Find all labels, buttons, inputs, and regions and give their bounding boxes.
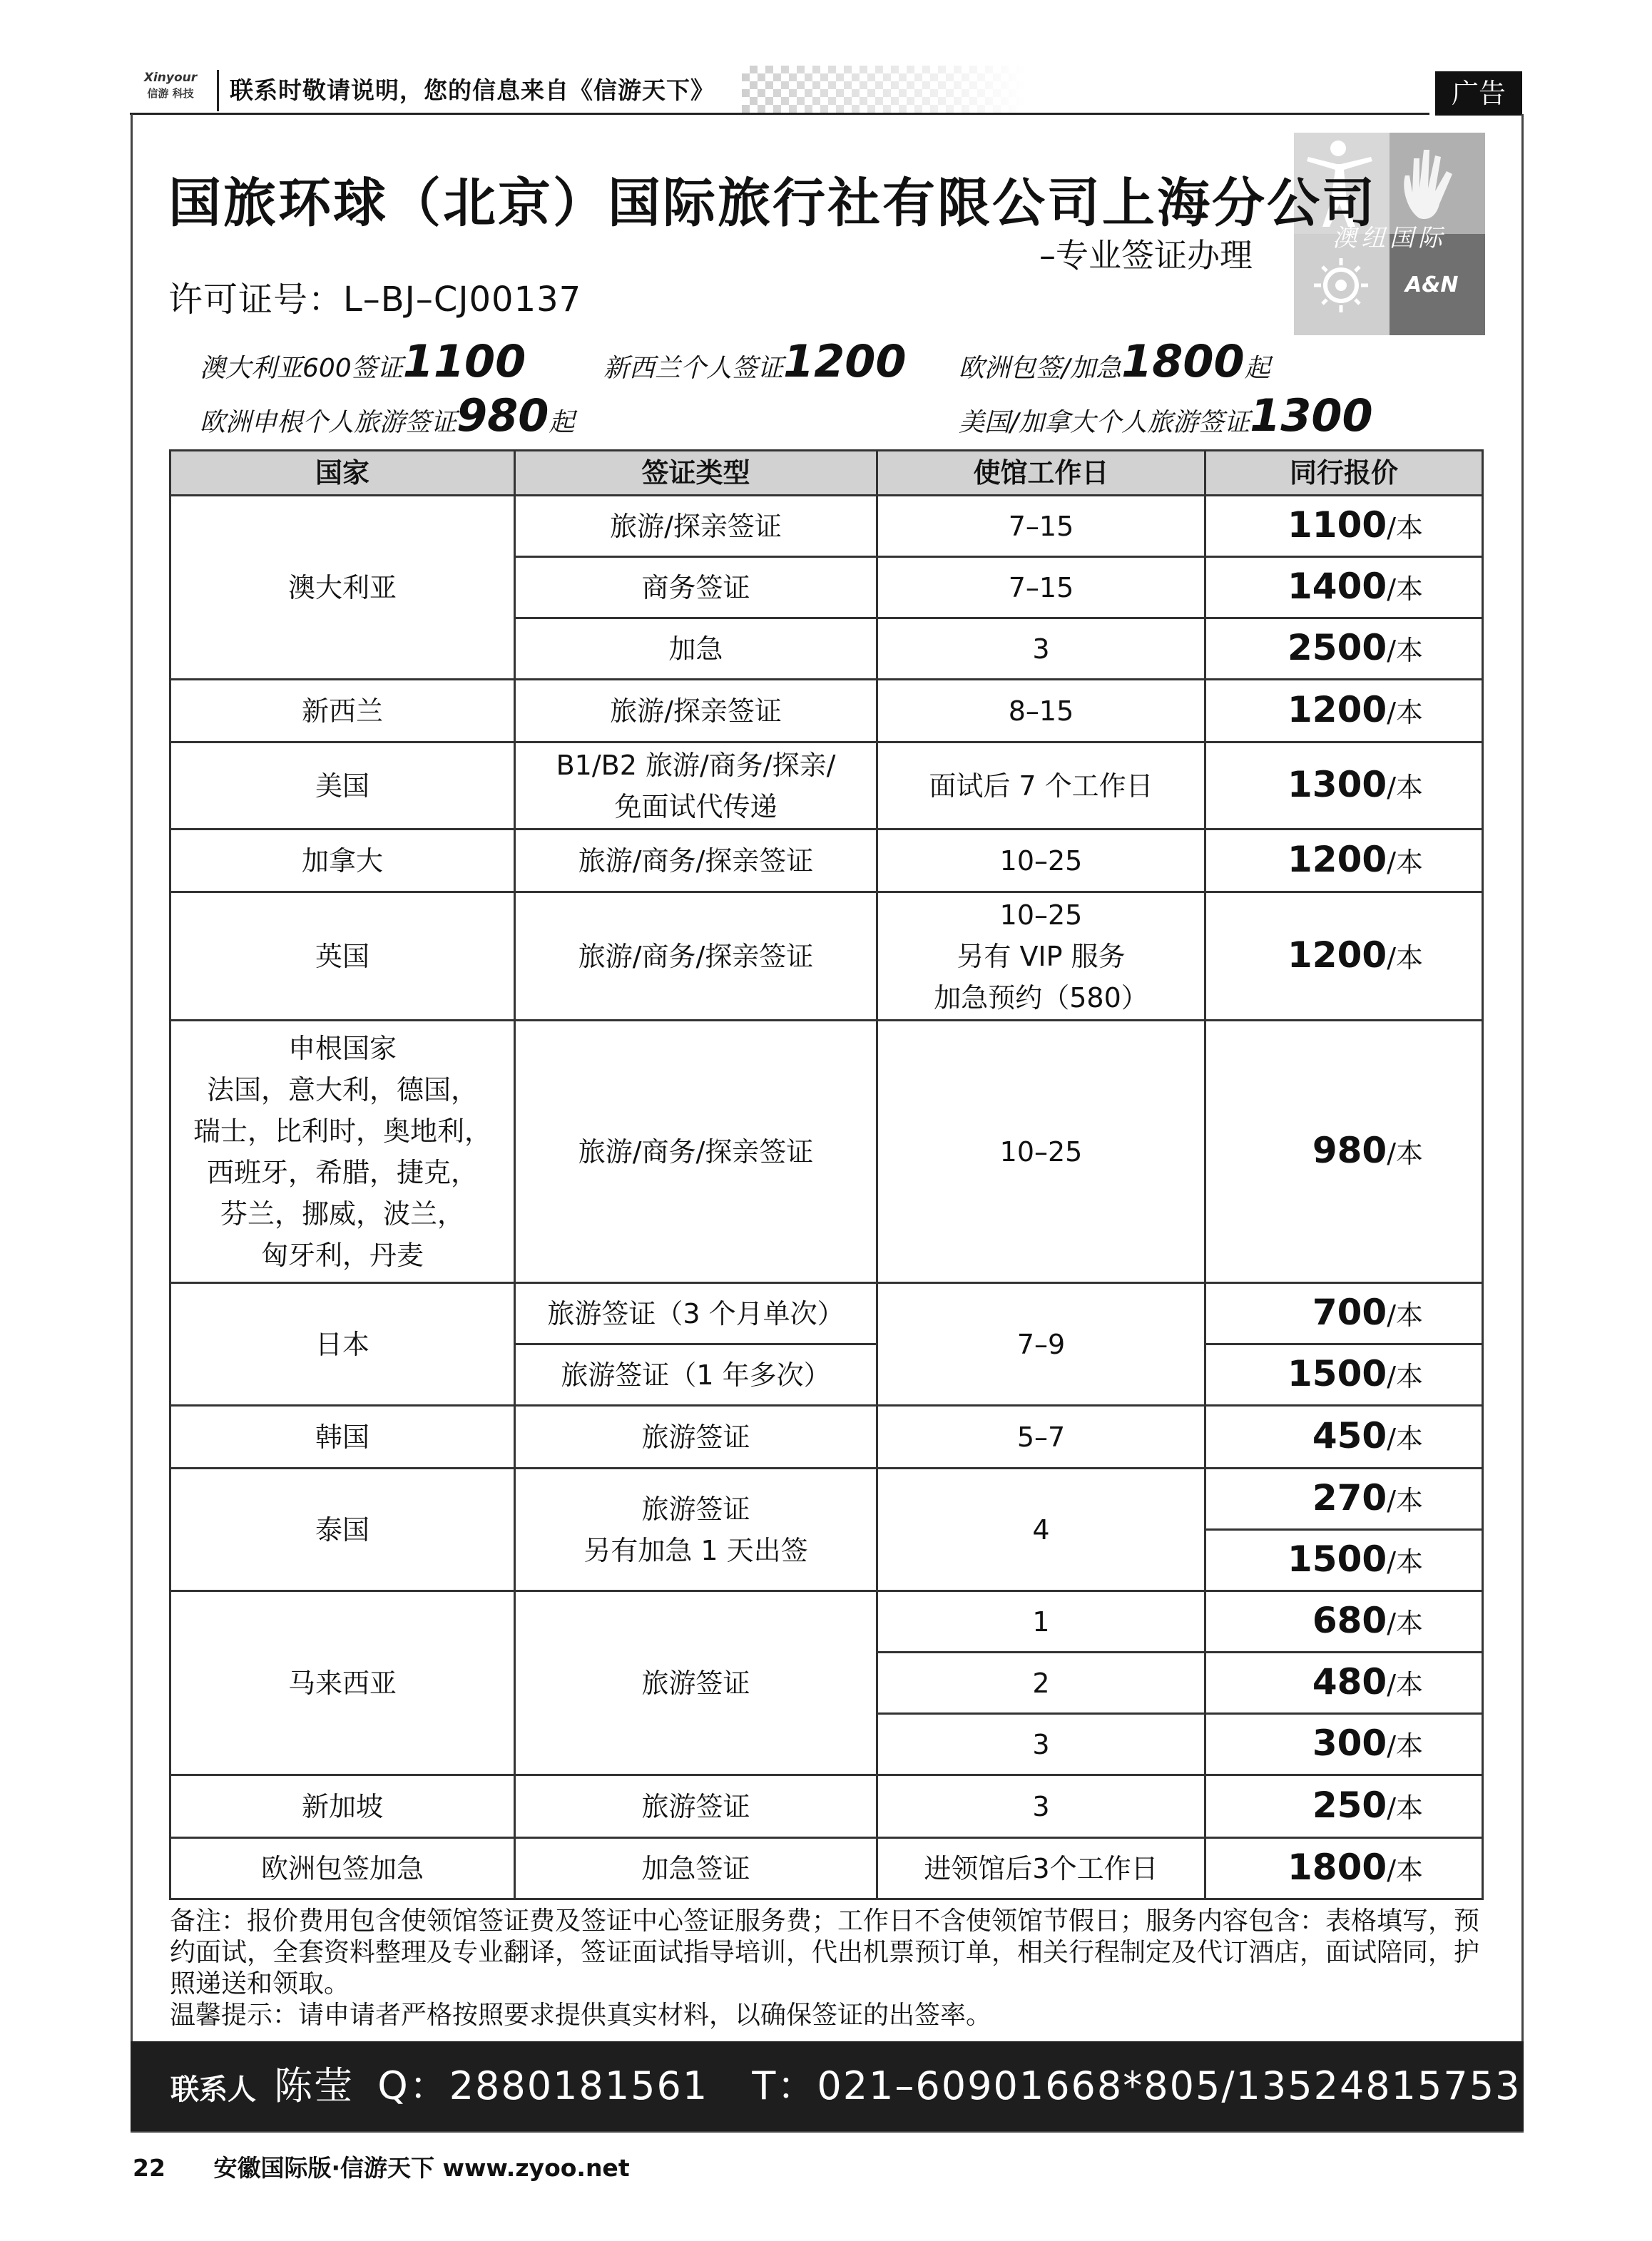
working-days: 1 xyxy=(877,1591,1205,1653)
header-working-days: 使馆工作日 xyxy=(877,451,1205,496)
country-uk: 英国 xyxy=(170,892,515,1021)
promo-australia: 澳大利亚600签证1100 xyxy=(200,335,526,387)
visa-type: 旅游签证 xyxy=(515,1775,877,1838)
visa-type: 加急 xyxy=(515,618,877,680)
working-days: 7–15 xyxy=(877,557,1205,618)
table-row xyxy=(170,1838,1483,1899)
header-country: 国家 xyxy=(170,451,515,496)
license-number: 许可证号：L–BJ–CJ00137 xyxy=(168,280,582,320)
table-header-row xyxy=(170,451,1483,496)
country-schengen: 申根国家 法国，意大利，德国， 瑞士，比利时，奥地利， 西班牙，希腊，捷克， 芬兰，挪威，波兰， 匈牙利，丹麦 xyxy=(170,1021,515,1283)
price: 2500/本 xyxy=(1205,618,1483,680)
header-price: 同行报价 xyxy=(1205,451,1483,496)
price: 270/本 xyxy=(1205,1469,1483,1530)
visa-type: 加急签证 xyxy=(515,1838,877,1899)
working-days: 10–25 xyxy=(877,1021,1205,1283)
price: 1200/本 xyxy=(1205,680,1483,742)
visa-type: 旅游签证 xyxy=(515,1591,877,1775)
price: 250/本 xyxy=(1205,1775,1483,1838)
visa-type: 旅游签证（1 年多次） xyxy=(515,1344,877,1406)
ad-badge: 广告 xyxy=(1435,71,1522,116)
table-row xyxy=(170,1591,1483,1653)
table-row xyxy=(170,680,1483,742)
table-row xyxy=(170,1469,1483,1530)
visa-type: 旅游/商务/探亲签证 xyxy=(515,892,877,1021)
price: 1200/本 xyxy=(1205,829,1483,892)
visa-price-table xyxy=(169,449,1484,1900)
working-days: 5–7 xyxy=(877,1406,1205,1469)
price: 700/本 xyxy=(1205,1283,1483,1344)
promo-schengen: 欧洲申根个人旅游签证980起 xyxy=(200,389,575,441)
table-row xyxy=(170,742,1483,829)
working-days: 7–9 xyxy=(877,1283,1205,1406)
page-number: 22 xyxy=(133,2154,165,2182)
visa-type: 旅游/商务/探亲签证 xyxy=(515,829,877,892)
working-days: 2 xyxy=(877,1653,1205,1714)
working-days: 7–15 xyxy=(877,496,1205,557)
promo-usa-canada: 美国/加拿大个人旅游签证1300 xyxy=(959,389,1373,441)
header-divider xyxy=(217,70,219,111)
table-row xyxy=(170,496,1483,557)
decorative-checker-pattern xyxy=(742,66,1027,113)
price: 980/本 xyxy=(1205,1021,1483,1283)
price: 1500/本 xyxy=(1205,1344,1483,1406)
contact-label: 联系人 xyxy=(170,2073,256,2106)
visa-type: 旅游/商务/探亲签证 xyxy=(515,1021,877,1283)
working-days: 4 xyxy=(877,1469,1205,1591)
working-days: 面试后 7 个工作日 xyxy=(877,742,1205,829)
promo-europe-rush: 欧洲包签/加急1800起 xyxy=(959,335,1270,387)
country-newzealand: 新西兰 xyxy=(170,680,515,742)
remark-text: 备注：报价费用包含使领馆签证费及签证中心签证服务费；工作日不含使领馆节假日；服务内容包含：表格填写，预约面试，全套资料整理及专业翻译，签证面试指导培训，代出机票预订单，相关行程制定及代订酒店，面试陪同，护照递送和领取。 xyxy=(170,1906,1480,1998)
price: 1500/本 xyxy=(1205,1530,1483,1591)
visa-type: 旅游签证（3 个月单次） xyxy=(515,1283,877,1344)
page-footer xyxy=(133,2151,630,2185)
contact-name: 陈莹 xyxy=(274,2063,355,2108)
country-thailand: 泰国 xyxy=(170,1469,515,1591)
visa-type: 旅游签证 另有加急 1 天出签 xyxy=(515,1469,877,1591)
country-korea: 韩国 xyxy=(170,1406,515,1469)
logo-name-en: A&N xyxy=(1405,272,1459,297)
price: 480/本 xyxy=(1205,1653,1483,1714)
price: 1800/本 xyxy=(1205,1838,1483,1899)
working-days: 3 xyxy=(877,1714,1205,1775)
country-europe-rush: 欧洲包签加急 xyxy=(170,1838,515,1899)
promo-newzealand: 新西兰个人签证1200 xyxy=(603,335,907,387)
country-singapore: 新加坡 xyxy=(170,1775,515,1838)
table-row xyxy=(170,1021,1483,1283)
header-notice: 联系时敬请说明，您的信息来自《信游天下》 xyxy=(230,76,715,104)
working-days: 8–15 xyxy=(877,680,1205,742)
country-australia: 澳大利亚 xyxy=(170,496,515,680)
table-row xyxy=(170,892,1483,1021)
table-row xyxy=(170,1406,1483,1469)
price: 1400/本 xyxy=(1205,557,1483,618)
visa-type: 商务签证 xyxy=(515,557,877,618)
subtitle: –专业签证办理 xyxy=(1039,236,1253,275)
header-visa-type: 签证类型 xyxy=(515,451,877,496)
notes xyxy=(170,1906,1482,2031)
price: 680/本 xyxy=(1205,1591,1483,1653)
visa-type: B1/B2 旅游/商务/探亲/ 免面试代传递 xyxy=(515,742,877,829)
price: 1100/本 xyxy=(1205,496,1483,557)
working-days: 3 xyxy=(877,1775,1205,1838)
publication-logo xyxy=(128,70,213,106)
visa-type: 旅游/探亲签证 xyxy=(515,680,877,742)
visa-type: 旅游签证 xyxy=(515,1406,877,1469)
price: 1300/本 xyxy=(1205,742,1483,829)
table-row xyxy=(170,1283,1483,1344)
price: 300/本 xyxy=(1205,1714,1483,1775)
table-row xyxy=(170,829,1483,892)
country-malaysia: 马来西亚 xyxy=(170,1591,515,1775)
company-name: 国旅环球（北京）国际旅行社有限公司上海分公司 xyxy=(168,173,1377,234)
country-canada: 加拿大 xyxy=(170,829,515,892)
table-row xyxy=(170,1775,1483,1838)
working-days: 3 xyxy=(877,618,1205,680)
working-days: 10–25 另有 VIP 服务 加急预约（580） xyxy=(877,892,1205,1021)
tip-text: 温馨提示：请申请者严格按照要求提供真实材料，以确保签证的出签率。 xyxy=(170,2001,992,2030)
logo-name-cn: 澳纽国际 xyxy=(1332,224,1447,252)
price: 1200/本 xyxy=(1205,892,1483,1021)
working-days: 10–25 xyxy=(877,829,1205,892)
price: 450/本 xyxy=(1205,1406,1483,1469)
contact-phone: T：021–60901668*805/13524815753 xyxy=(752,2063,1521,2108)
publication-name: 安徽国际版·信游天下 www.zyoo.net xyxy=(213,2154,630,2182)
contact-bar xyxy=(131,2041,1524,2131)
working-days: 进领馆后3个工作日 xyxy=(877,1838,1205,1899)
logo-line2: 信游 科技 xyxy=(147,87,194,100)
logo-line1: Xinyour xyxy=(143,71,198,85)
visa-type: 旅游/探亲签证 xyxy=(515,496,877,557)
country-usa: 美国 xyxy=(170,742,515,829)
country-japan: 日本 xyxy=(170,1283,515,1406)
contact-qq: Q：2880181561 xyxy=(377,2063,709,2108)
